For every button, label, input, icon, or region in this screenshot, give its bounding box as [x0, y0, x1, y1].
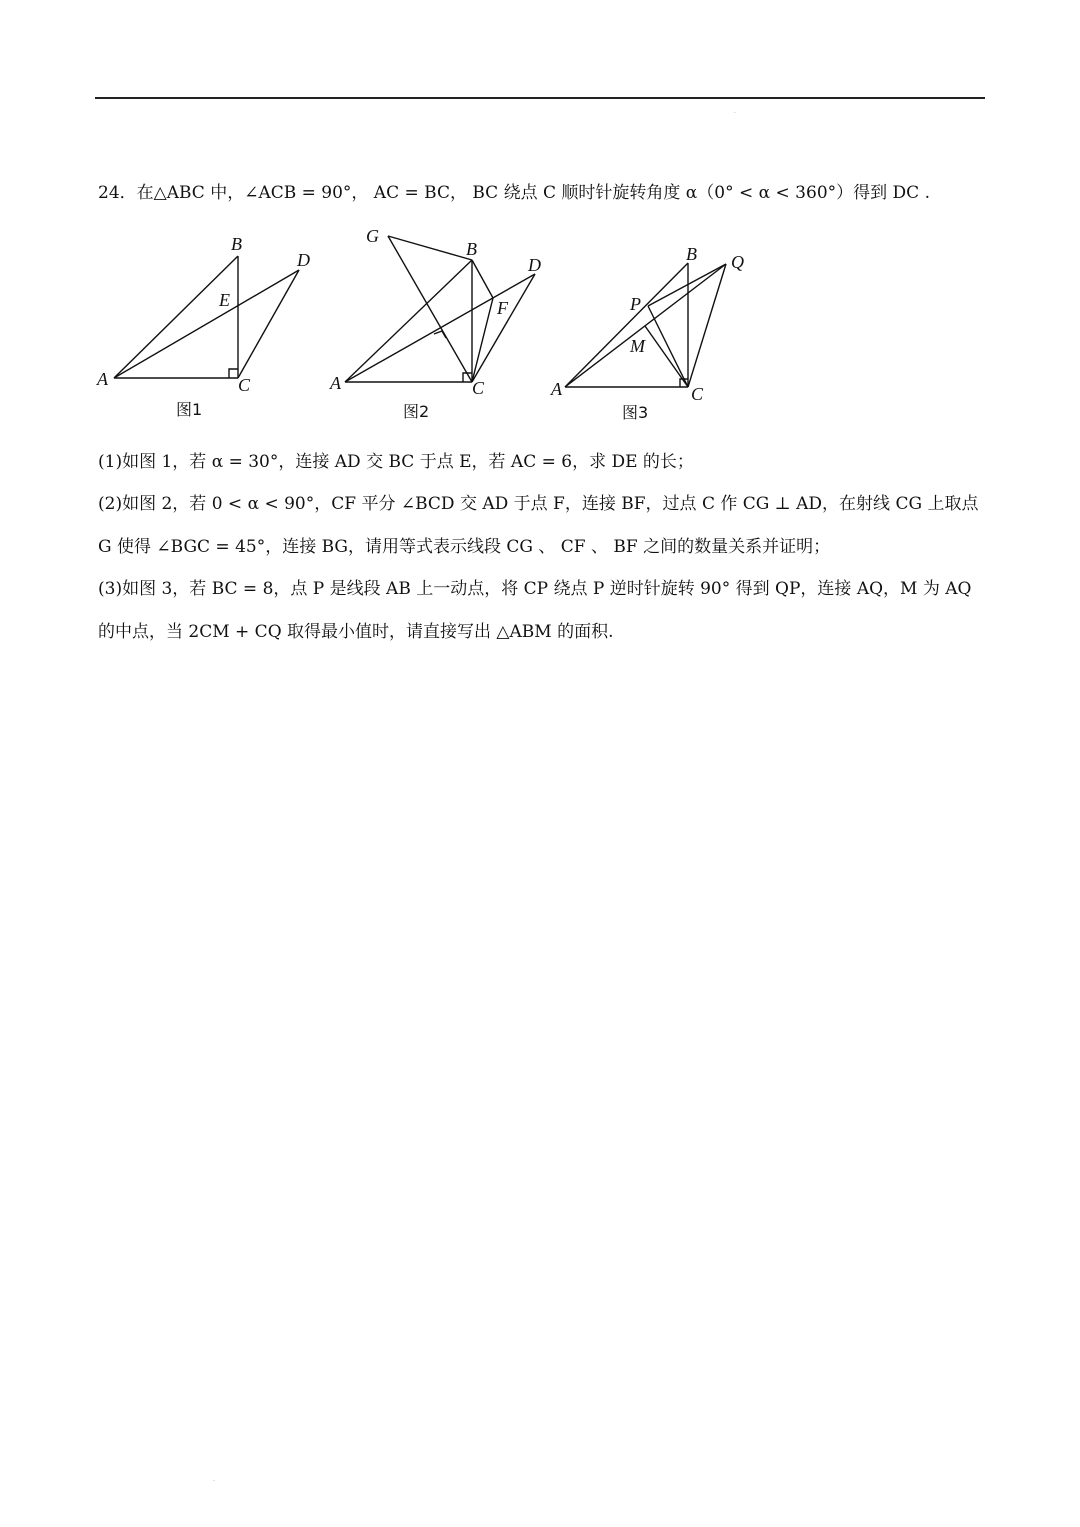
label-d: D: [297, 250, 310, 270]
figure-row: [90, 222, 790, 432]
question-stem: 24．在△ABC 中，∠ACB = 90°， AC = BC， BC 绕点 C 顺时针旋转角度 α（0° < α < 360°）得到 DC .: [98, 183, 930, 203]
scan-dot: ·: [213, 1478, 215, 1485]
segment-cm: [645, 326, 688, 387]
label-a: A: [551, 379, 562, 399]
label-c: C: [472, 378, 485, 398]
label-b: B: [686, 244, 697, 264]
right-angle-mark: [229, 369, 238, 378]
part-3-line-2: 的中点，当 2CM + CQ 取得最小值时，请直接写出 △ABM 的面积.: [98, 622, 614, 642]
label-c: C: [238, 375, 251, 395]
header-rule: [95, 97, 985, 99]
figure-2: [329, 226, 541, 421]
figure-1: [96, 234, 310, 419]
label-b: B: [466, 239, 477, 259]
segment-cf: [472, 298, 493, 382]
caption-figure-2: 图2: [403, 402, 430, 421]
label-d: D: [528, 255, 541, 275]
label-a: A: [330, 373, 341, 393]
label-m: M: [630, 336, 645, 356]
segment-cg: [388, 236, 472, 382]
segment-ab: [565, 263, 688, 387]
label-c: C: [691, 384, 704, 404]
part-2-line-1: (2)如图 2，若 0 < α < 90°，CF 平分 ∠BCD 交 AD 于点 F，连接 BF，过点 C 作 CG ⊥ AD，在射线 CG 上取点: [98, 494, 979, 514]
label-p: P: [630, 294, 641, 314]
caption-figure-3: 图3: [622, 403, 649, 422]
part-3-line-1: (3)如图 3，若 BC = 8，点 P 是线段 AB 上一动点，将 CP 绕点 P 逆时针旋转 90° 得到 QP，连接 AQ，M 为 AQ: [98, 579, 972, 599]
label-f: F: [497, 298, 508, 318]
label-g: G: [366, 226, 379, 246]
segment-cq: [688, 264, 726, 387]
label-a: A: [97, 369, 108, 389]
figure-3: [550, 244, 744, 422]
segment-pc: [648, 306, 688, 387]
segment-cd: [472, 274, 535, 382]
caption-figure-1: 图1: [176, 400, 203, 419]
segment-bf: [472, 260, 493, 298]
label-e: E: [219, 290, 230, 310]
segment-bg: [388, 236, 472, 260]
segment-aq: [565, 264, 726, 387]
segment-cd: [238, 270, 299, 378]
label-q: Q: [731, 252, 744, 272]
scan-dot: ·: [734, 110, 736, 117]
figures-svg: [90, 222, 790, 432]
part-1: (1)如图 1，若 α = 30°，连接 AD 交 BC 于点 E，若 AC = 6，求 DE 的长；: [98, 452, 694, 472]
part-2-line-2: G 使得 ∠BGC = 45°，连接 BG，请用等式表示线段 CG 、 CF 、 BF 之间的数量关系并证明；: [98, 537, 831, 557]
right-angle-mark: [434, 331, 446, 338]
label-b: B: [231, 234, 242, 254]
